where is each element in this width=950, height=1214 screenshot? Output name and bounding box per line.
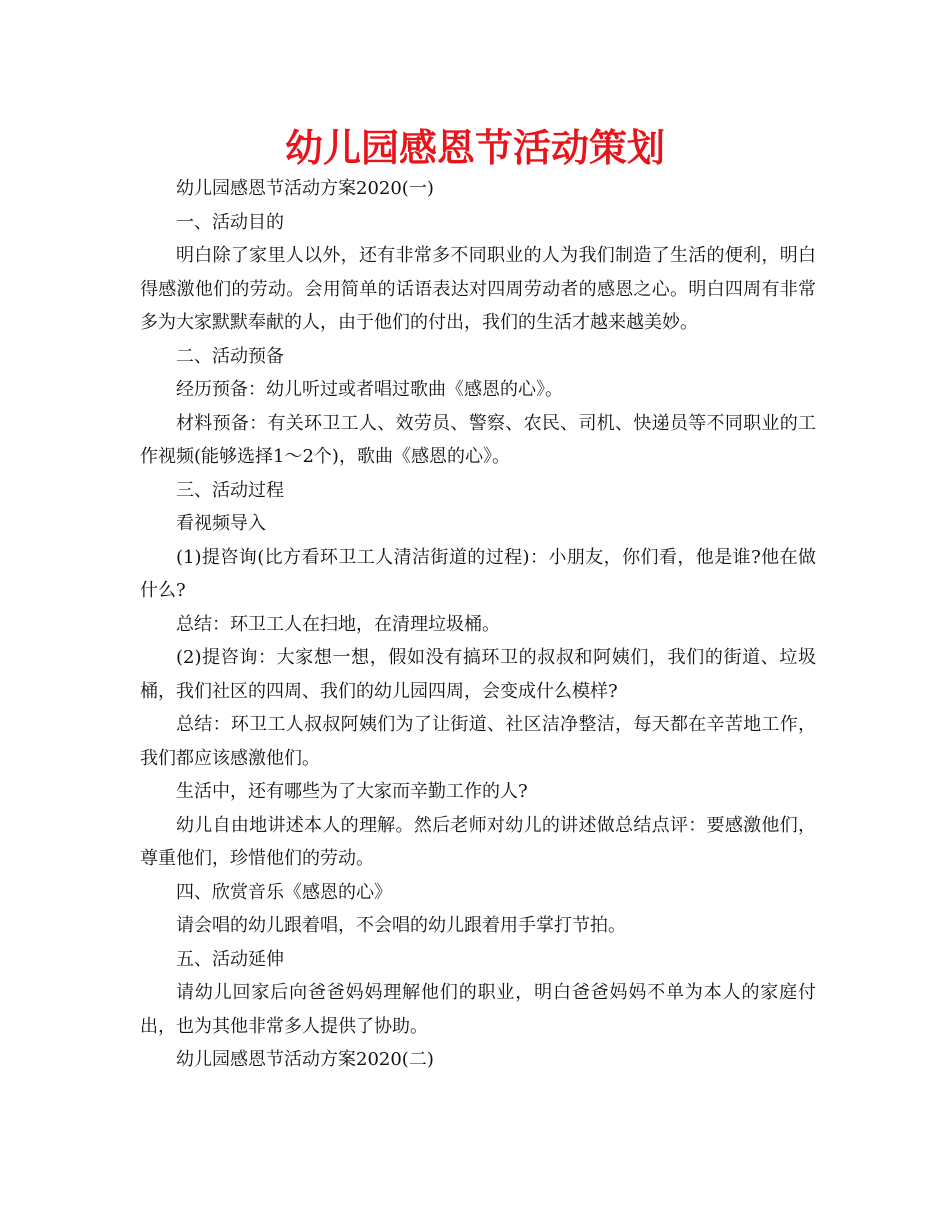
paragraph-question-three: 生活中，还有哪些为了大家而辛勤工作的人?	[176, 781, 528, 802]
paragraph-question-two: (2)提咨询：大家想一想，假如没有搞环卫的叔叔和阿姨们，我们的街道、垃圾桶，我们社区的四周、我们的幼儿园四周，会变成什么模样?	[140, 647, 816, 702]
section-heading-purpose: 一、活动目的	[176, 211, 284, 233]
subheading-plan-one: 幼儿园感恩节活动方案2020(一)	[176, 178, 434, 199]
section-heading-music: 四、欣赏音乐《感恩的心》	[176, 881, 392, 903]
document-body	[140, 172, 816, 1077]
paragraph-summary-one: 总结：环卫工人在扫地，在清理垃圾桶。	[176, 613, 500, 635]
paragraph-extension: 请幼儿回家后向爸爸妈妈理解他们的职业，明白爸爸妈妈不单为本人的家庭付出，也为其他非常多人提供了协助。	[140, 982, 816, 1037]
section-heading-process: 三、活动过程	[176, 479, 284, 501]
paragraph-purpose: 明白除了家里人以外，还有非常多不同职业的人为我们制造了生活的便利，明白得感激他们的劳动。会用简单的话语表达对四周劳动者的感恩之心。明白四周有非常多为大家默默奉献的人，由于他们的付出，我们的生活才越来越美妙。	[140, 245, 816, 333]
paragraph-summary-two: 总结：环卫工人叔叔阿姨们为了让街道、社区洁净整洁，每天都在辛苦地工作，我们都应该感激他们。	[140, 714, 816, 769]
document-title: 幼儿园感恩节活动策划	[284, 126, 665, 170]
paragraph-question-one: (1)提咨询(比方看环卫工人清洁街道的过程)：小朋友，你们看，他是谁?他在做什么?	[140, 546, 816, 601]
section-heading-extension: 五、活动延伸	[176, 948, 284, 970]
paragraph-experience-prep: 经历预备：幼儿听过或者唱过歌曲《感恩的心》。	[176, 379, 563, 400]
paragraph-material-prep: 材料预备：有关环卫工人、效劳员、警察、农民、司机、快递员等不同职业的工作视频(能够选择1～2个)，歌曲《感恩的心》。	[140, 412, 816, 467]
paragraph-music: 请会唱的幼儿跟着唱，不会唱的幼儿跟着用手掌打节拍。	[176, 915, 626, 936]
paragraph-video-intro: 看视频导入	[176, 513, 266, 534]
section-heading-preparation: 二、活动预备	[176, 345, 284, 367]
paragraph-discussion: 幼儿自由地讲述本人的理解。然后老师对幼儿的讲述做总结点评：要感激他们，尊重他们，珍惜他们的劳动。	[140, 814, 816, 869]
subheading-plan-two: 幼儿园感恩节活动方案2020(二)	[176, 1049, 434, 1070]
